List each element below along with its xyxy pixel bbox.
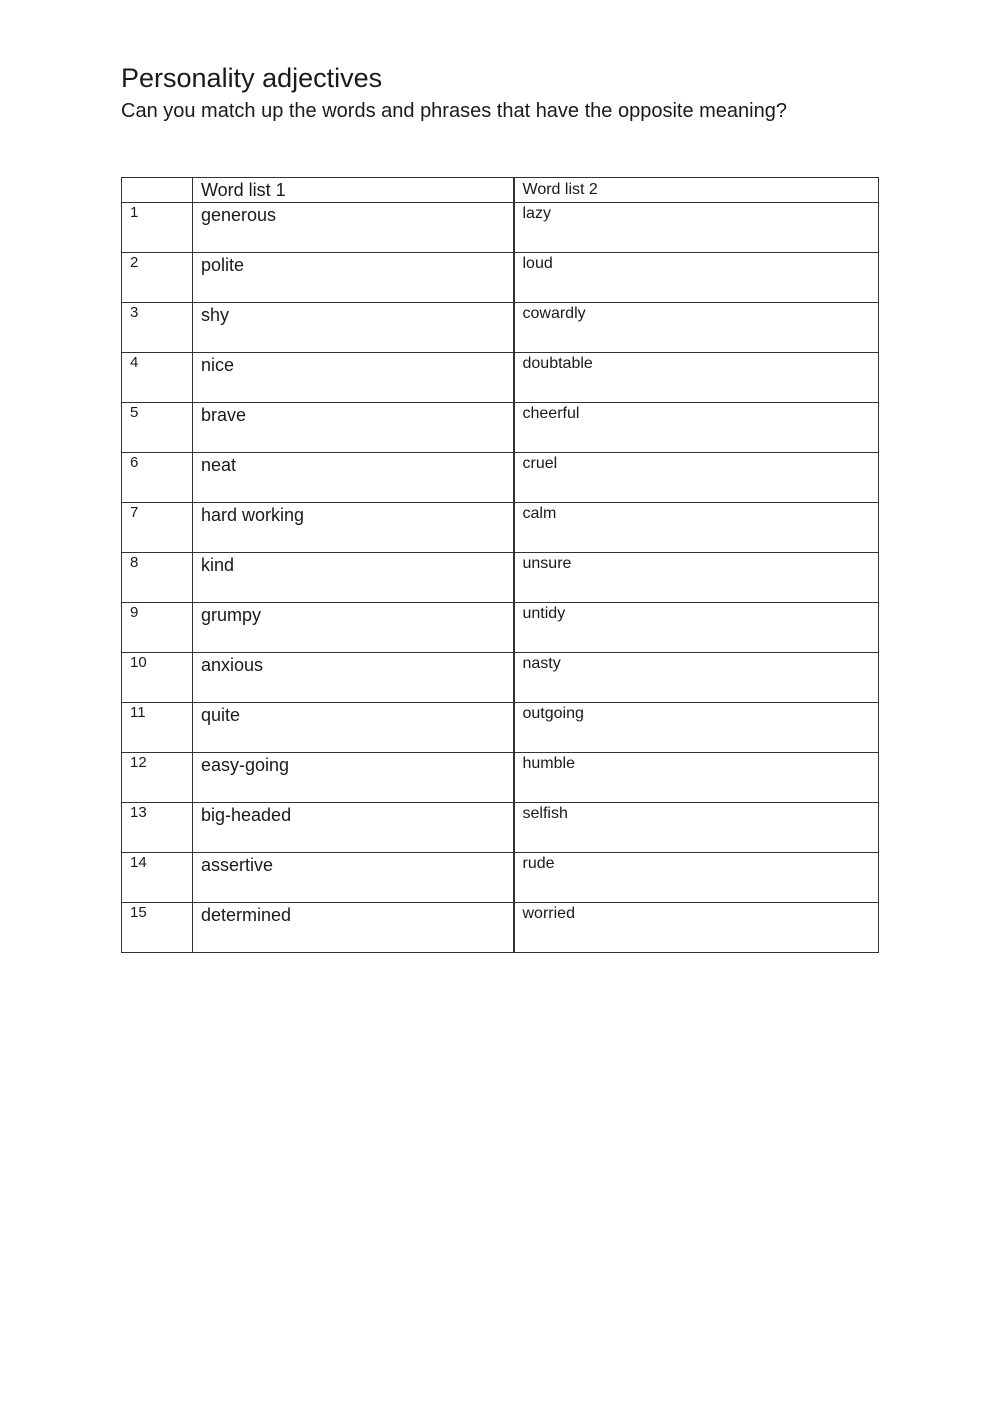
word-list-1-cell: assertive (193, 853, 514, 903)
word-match-table (121, 177, 879, 953)
word-list-2-cell: calm (514, 503, 879, 553)
word-list-1-cell: anxious (193, 653, 514, 703)
word-list-2-cell: rude (514, 853, 879, 903)
page-title: Personality adjectives (121, 63, 383, 93)
row-number: 11 (122, 703, 193, 753)
word-list-2-cell: loud (514, 253, 879, 303)
word-list-2-cell: cheerful (514, 403, 879, 453)
table-row (122, 253, 879, 303)
word-list-1-cell: easy-going (193, 753, 514, 803)
table-row (122, 903, 879, 953)
word-list-1-cell: polite (193, 253, 514, 303)
word-list-2-cell: cowardly (514, 303, 879, 353)
row-number: 4 (122, 353, 193, 403)
row-number: 8 (122, 553, 193, 603)
table-row (122, 703, 879, 753)
row-number: 10 (122, 653, 193, 703)
table-row (122, 303, 879, 353)
table-row (122, 853, 879, 903)
row-number: 15 (122, 903, 193, 953)
page-instructions: Can you match up the words and phrases that have the opposite meaning? (121, 100, 787, 122)
row-number: 5 (122, 403, 193, 453)
table-row (122, 403, 879, 453)
word-list-2-cell: doubtable (514, 353, 879, 403)
word-list-1-cell: nice (193, 353, 514, 403)
word-list-1-cell: neat (193, 453, 514, 503)
table-row (122, 453, 879, 503)
row-number: 13 (122, 803, 193, 853)
table-row (122, 553, 879, 603)
word-list-1-cell: quite (193, 703, 514, 753)
word-list-2-cell: humble (514, 753, 879, 803)
table-row (122, 753, 879, 803)
row-number: 2 (122, 253, 193, 303)
word-list-1-cell: determined (193, 903, 514, 953)
word-list-2-cell: cruel (514, 453, 879, 503)
word-list-2-cell: lazy (514, 203, 879, 253)
table-row (122, 203, 879, 253)
number-column-header (122, 178, 193, 203)
table-row (122, 353, 879, 403)
word-list-1-header: Word list 1 (193, 178, 514, 203)
table-row (122, 803, 879, 853)
table-row (122, 653, 879, 703)
row-number: 12 (122, 753, 193, 803)
row-number: 9 (122, 603, 193, 653)
table-row (122, 503, 879, 553)
word-list-1-cell: grumpy (193, 603, 514, 653)
row-number: 6 (122, 453, 193, 503)
word-list-2-header: Word list 2 (514, 178, 879, 203)
word-list-2-cell: nasty (514, 653, 879, 703)
row-number: 1 (122, 203, 193, 253)
word-list-1-cell: brave (193, 403, 514, 453)
word-list-1-cell: generous (193, 203, 514, 253)
word-list-2-cell: worried (514, 903, 879, 953)
word-list-2-cell: unsure (514, 553, 879, 603)
word-list-1-cell: big-headed (193, 803, 514, 853)
table-row (122, 603, 879, 653)
word-list-2-cell: outgoing (514, 703, 879, 753)
word-list-1-cell: hard working (193, 503, 514, 553)
word-list-1-cell: shy (193, 303, 514, 353)
row-number: 3 (122, 303, 193, 353)
word-list-2-cell: untidy (514, 603, 879, 653)
word-list-2-cell: selfish (514, 803, 879, 853)
table-header-row (122, 178, 879, 203)
word-list-1-cell: kind (193, 553, 514, 603)
row-number: 7 (122, 503, 193, 553)
row-number: 14 (122, 853, 193, 903)
